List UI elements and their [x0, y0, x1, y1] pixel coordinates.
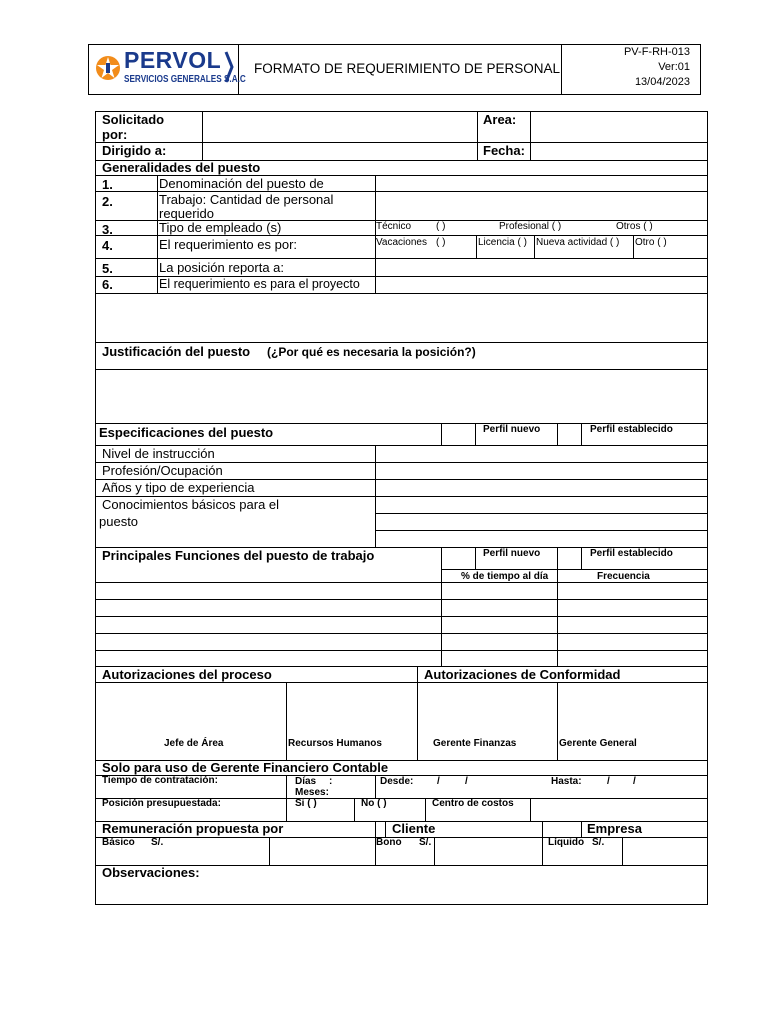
funcion-row-2[interactable]: [96, 600, 707, 615]
esp-perfil-establecido-label: Perfil establecido: [590, 424, 673, 435]
autorizaciones-proceso-title: Autorizaciones del proceso: [102, 667, 272, 682]
req-vacaciones-label: Vacaciones: [376, 237, 427, 248]
dias-label: Días: [295, 776, 317, 787]
fun-tiempo-header: % de tiempo al día: [461, 571, 549, 582]
remuneracion-cliente: Cliente: [392, 821, 436, 836]
desde-label: Desde:: [380, 776, 414, 787]
esp-row-2-label: Profesión/Ocupación: [102, 463, 223, 478]
hasta-slash-2[interactable]: /: [633, 776, 636, 787]
firma-jefe-area[interactable]: [96, 683, 286, 733]
basico-currency: S/.: [151, 837, 164, 848]
form-code: PV-F-RH-013: [623, 46, 690, 58]
gen-row-6-label: El requerimiento es para el proyecto: [159, 277, 360, 291]
funcion-row-5[interactable]: [96, 651, 707, 665]
hasta-slash-1[interactable]: /: [607, 776, 610, 787]
desde-slash-1[interactable]: /: [437, 776, 440, 787]
basico-label: Básico: [102, 837, 135, 848]
posicion-no-check[interactable]: No ( ): [361, 798, 387, 809]
gen-row-5-num: 5.: [102, 261, 113, 276]
tipo-profesional-check[interactable]: Profesional ( ): [499, 221, 562, 232]
firma-rrhh[interactable]: [287, 683, 417, 733]
firma-gerente-finanzas[interactable]: [418, 683, 557, 733]
gen-row-2-label: Trabajo: Cantidad de personal: [159, 192, 334, 207]
gen-row-2-num: 2.: [102, 194, 113, 209]
funciones-title: Principales Funciones del puesto de trabajo: [102, 548, 375, 563]
funcion-row-1[interactable]: [96, 583, 707, 598]
company-logo: [94, 47, 246, 91]
hasta-label: Hasta:: [551, 776, 582, 787]
gen-row-3-num: 3.: [102, 222, 113, 237]
logo-chevron-icon: [224, 50, 234, 84]
meses-label: Meses:: [295, 787, 329, 798]
generalidades-title: Generalidades del puesto: [102, 160, 261, 175]
gen-row-1-field[interactable]: [376, 176, 707, 191]
solicitado-label-2: por:: [102, 127, 128, 142]
bono-field[interactable]: [435, 838, 542, 864]
esp-row-1-field[interactable]: [376, 446, 707, 462]
req-vacaciones-check[interactable]: ( ): [436, 237, 446, 248]
fun-perfil-nuevo-label: Perfil nuevo: [483, 548, 541, 559]
req-otro-check[interactable]: Otro ( ): [635, 237, 667, 248]
centro-costos-label: Centro de costos: [432, 798, 514, 809]
gen-row-2-label-2: requerido: [159, 206, 214, 221]
esp-perfil-establecido-box[interactable]: [558, 424, 581, 444]
logo-emblem-icon: [94, 51, 122, 85]
dias-colon: :: [329, 776, 333, 787]
gerente-finanzas-label: Gerente Finanzas: [433, 738, 517, 749]
fun-perfil-establecido-box[interactable]: [558, 548, 581, 568]
logo-brand-text: PERVOL: [124, 47, 222, 73]
tipo-tecnico-label: Técnico: [376, 221, 412, 232]
esp-row-3-field[interactable]: [376, 480, 707, 496]
esp-row-4-label: Conocimientos básicos para el: [102, 497, 280, 512]
tiempo-contratacion-label: Tiempo de contratación:: [102, 775, 218, 786]
gen-row-3-label: Tipo de empleado (s): [159, 220, 282, 235]
dirigido-field[interactable]: [203, 143, 476, 159]
gen-row-1-label: Denominación del puesto de: [159, 176, 324, 191]
justificacion-area[interactable]: [96, 370, 707, 423]
desde-slash-2[interactable]: /: [465, 776, 468, 787]
especificaciones-title: Especificaciones del puesto: [99, 425, 274, 440]
tipo-otros-check[interactable]: Otros ( ): [616, 221, 653, 232]
remuneracion-empresa: Empresa: [587, 821, 642, 836]
dirigido-label: Dirigido a:: [102, 143, 167, 158]
posicion-presupuestada-label: Posición presupuestada:: [102, 798, 221, 809]
gen-row-4-num: 4.: [102, 238, 113, 253]
gen-row-1-num: 1.: [102, 177, 113, 192]
esp-row-4-field[interactable]: [376, 497, 707, 513]
liquido-label: Líquido: [548, 837, 585, 848]
autorizaciones-conformidad-title: Autorizaciones de Conformidad: [424, 667, 621, 682]
solicitado-label: Solicitado: [102, 112, 165, 127]
esp-row-3-label: Años y tipo de experiencia: [102, 480, 255, 495]
funcion-row-4[interactable]: [96, 634, 707, 649]
area-label: Area:: [483, 112, 517, 127]
posicion-si-check[interactable]: Si ( ): [295, 798, 317, 809]
fun-frecuencia-header: Frecuencia: [597, 571, 650, 582]
liquido-field[interactable]: [623, 838, 707, 864]
liquido-currency: S/.: [592, 837, 605, 848]
logo-sub-text: SERVICIOS GENERALES S.A.C: [124, 73, 246, 85]
form-date: 13/04/2023: [634, 76, 690, 88]
remuneracion-title: Remuneración propuesta por: [102, 821, 284, 836]
gen-row-4-label: El requerimiento es por:: [159, 237, 298, 252]
rrhh-label: Recursos Humanos: [288, 738, 382, 749]
req-licencia-check[interactable]: Licencia ( ): [478, 237, 527, 248]
observaciones-area[interactable]: [96, 882, 707, 904]
fecha-label: Fecha:: [483, 143, 525, 158]
esp-perfil-nuevo-label: Perfil nuevo: [483, 424, 541, 435]
gen-row-5-field[interactable]: [376, 259, 707, 276]
gen-notes-area[interactable]: [96, 294, 707, 342]
esp-row-2-field[interactable]: [376, 463, 707, 479]
form-version: Ver:01: [658, 61, 690, 73]
fecha-field[interactable]: [531, 143, 707, 159]
gen-row-5-label: La posición reporta a:: [159, 260, 285, 275]
esp-row-4-label-2: puesto: [99, 514, 139, 529]
solicitado-field[interactable]: [203, 112, 476, 142]
observaciones-title: Observaciones:: [102, 865, 200, 880]
justificacion-question: (¿Por qué es necesaria la posición?): [267, 345, 476, 359]
req-nueva-check[interactable]: Nueva actividad ( ): [536, 237, 620, 248]
bono-label: Bono: [376, 837, 402, 848]
fun-perfil-nuevo-box[interactable]: [442, 548, 475, 568]
basico-field[interactable]: [270, 838, 375, 864]
gen-row-6-num: 6.: [102, 277, 113, 292]
gen-row-6-field[interactable]: [376, 277, 707, 292]
justificacion-title: Justificación del puesto: [102, 344, 251, 359]
tipo-tecnico-check[interactable]: ( ): [436, 221, 446, 232]
fun-perfil-establecido-label: Perfil establecido: [590, 548, 673, 559]
gerente-general-label: Gerente General: [559, 738, 637, 749]
gerente-title: Solo para uso de Gerente Financiero Contable: [102, 760, 389, 775]
jefe-area-label: Jefe de Área: [164, 738, 224, 749]
firma-gerente-general[interactable]: [558, 683, 707, 733]
gen-row-2-field[interactable]: [376, 192, 707, 219]
esp-perfil-nuevo-box[interactable]: [442, 424, 475, 444]
esp-row-5-field[interactable]: [376, 514, 707, 530]
form-title: FORMATO DE REQUERIMIENTO DE PERSONAL: [254, 61, 561, 76]
bono-currency: S/.: [419, 837, 432, 848]
centro-costos-field[interactable]: [531, 799, 707, 820]
funcion-row-3[interactable]: [96, 617, 707, 632]
esp-row-1-label: Nivel de instrucción: [102, 446, 215, 461]
area-field[interactable]: [531, 112, 707, 142]
